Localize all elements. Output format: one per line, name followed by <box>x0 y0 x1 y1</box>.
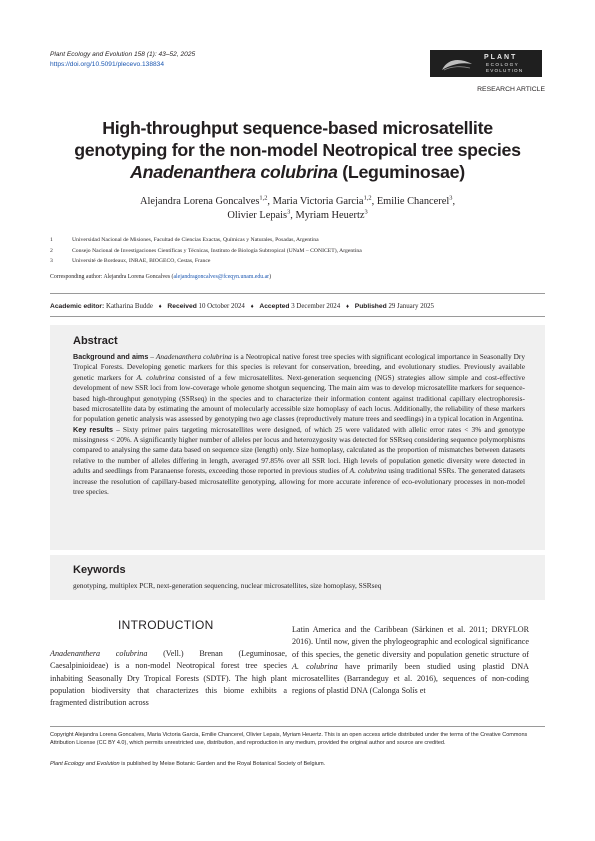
author-name: Olivier Lepais <box>227 209 288 221</box>
editor-name: Katharina Budde <box>106 303 153 310</box>
author-name: Emilie Chancerel <box>376 196 450 207</box>
intro-column-right: Latin America and the Caribbean (Särkinen et al. 2011; DRYFLOR 2016). Until now, given the phylogeographic and ecological significance of this species, the genetic diversity and population genetic structure of A. colubrina have primarily been studied using plastid DNA microsatellites (Barrandeguy et al. 2016), sequences of non-coding regions of plastid DNA (Calonga Solís et <box>292 625 529 696</box>
affiliation-item: 1 Universidad Nacional de Misiones, Facultad de Ciencias Exactas, Químicas y Naturales, Posadas, Argentina <box>50 237 319 243</box>
separator-diamond: ♦ <box>250 304 254 310</box>
email-link[interactable]: alejandragoncalves@fceqyn.unam.edu.ar <box>173 274 270 280</box>
author-name: Alejandra Lorena Goncalves <box>139 196 260 207</box>
author-affiliation: 1,2 <box>363 194 372 202</box>
abstract-heading: Abstract <box>73 335 118 347</box>
abstract-background: Background and aims – Anadenanthera colubrina is a Neotropical native forest tree species with significant ecological importance in Seasonally Dry Tropical Forests. Developing genetic markers for this species is relevant for conservation, breeding, and evolutionary studies. Previously available genetic markers for A. colubrina consisted of a few microsatellites. Next-generation sequencing (NGS) strategies allow simple and cost-effective development of new SSR loci from low-coverage whole genome shotgun sequencing. The main aim was to develop microsatellite markers for sequence-based high-throughput genotyping (SSRseq) in the species and to characterize their information content against traditional capillary electrophoresis-based microsatellite data by estimating the amount of molecularly accessible size homoplasy of each locus. Additionally, the reliability of these markers for population genetic analysis was assessed by genotyping two age classes (reproductively mature trees and seedlings) in a typical location in Argentina. <box>73 352 526 424</box>
journal-logo <box>430 50 542 77</box>
publisher-notice: Plant Ecology and Evolution is published by Meise Botanic Garden and the Royal Botanical Society of Belgium. <box>50 761 326 767</box>
author-affiliation: 1,2 <box>259 194 268 202</box>
author-affiliation: 3 <box>449 194 453 202</box>
accepted-date: 3 December 2024 <box>291 303 341 310</box>
affiliation-list <box>50 235 362 267</box>
doi-link[interactable]: https://doi.org/10.5091/plecevo.138834 <box>50 60 165 68</box>
intro-column-left: Anadenanthera colubrina (Vell.) Brenan (Leguminosae, Caesalpinioideae) is a non-model Neotropical forest tree species inhabiting Seasonally Dry Tropical Forests (SDTF). The high plant population biodiversity that characterizes this biome exhibits a fragmented distribution across <box>50 649 287 708</box>
keywords-heading: Keywords <box>73 564 126 576</box>
abstract-key-results: Key results – Sixty primer pairs targeting microsatellites were designed, of which 25 were validated with allelic error rates < 3% and genotype missingness < 20%. A significantly higher number of alleles per locus and heterozygosity was detected for SSRseq considering sequence polymorphisms compared to analysing the same data based on sequence size (length) only. Size homoplasy, calculated as the proportion of mismatches between datasets relative to the number of alleles differing in length, averaged 97.85% over all SSR loci. High levels of population genetic diversity were detected in adults and seedlings from Paranaense forests, exceeding those reported in previous studies of A. colubrina using traditional SSRs. The generated datasets increase the resolution of capillary-based microsatellite genotyping, allowing for more accurate inference of eco-evolutionary processes in non-model tree species. <box>73 424 525 496</box>
logo-text-plant: PLANT <box>484 54 518 61</box>
journal-header <box>50 50 195 69</box>
author-affiliation: 3 <box>364 208 368 216</box>
logo-text-evolution: EVOLUTION <box>486 68 524 73</box>
editorial-dates <box>50 303 434 310</box>
editor-label: Academic editor: <box>50 303 105 310</box>
author-list <box>60 195 535 222</box>
author-line-1: Alejandra Lorena Goncalves$^{1,2}$, Maria Victoria Garcia$^{1,2}$, Emilie Chancerel$^3$, <box>139 194 456 207</box>
abstract-body <box>73 352 525 497</box>
author-name: Maria Victoria Garcia <box>272 196 364 207</box>
divider-bottom <box>50 316 545 317</box>
affiliation-item: 3 Université de Bordeaux, INRAE, BIOGECO, Cestas, France <box>50 258 211 264</box>
title-species: Anadenanthera colubrina <box>130 162 338 182</box>
logo-text-ecology: ECOLOGY <box>486 62 520 67</box>
divider-top <box>50 293 545 294</box>
keywords-box <box>50 555 545 600</box>
logo-leaf-icon <box>440 56 474 72</box>
journal-citation: Plant Ecology and Evolution 158 (1): 43–52, 2025 <box>50 51 196 58</box>
article-title <box>55 117 540 183</box>
title-line-1: High-throughput sequence-based microsatellite <box>102 118 493 138</box>
keywords-text: genotyping, multiplex PCR, next-generation sequencing, nuclear microsatellites, size homoplasy, SSRseq <box>73 581 382 590</box>
accepted-label: Accepted <box>259 303 290 310</box>
author-affiliation: 3 <box>287 208 291 216</box>
footer-divider <box>50 726 545 727</box>
title-line-3 <box>55 161 540 183</box>
introduction-heading: INTRODUCTION <box>118 618 214 632</box>
article-type: RESEARCH ARTICLE <box>477 86 545 93</box>
author-name: Myriam Heuertz <box>295 209 365 221</box>
affiliation-item: 2 Consejo Nacional de Investigaciones Científicas y Técnicas, Instituto de Biología Subtropical (UNaM – CONICET), Argentina <box>50 247 362 254</box>
title-family: (Leguminosae) <box>337 162 465 182</box>
published-label: Published <box>354 303 387 310</box>
published-date: 29 January 2025 <box>388 303 434 310</box>
corresponding-author: Corresponding author: Alejandra Lorena Goncalves (alejandragoncalves@fceqyn.unam.edu.ar) <box>50 274 272 280</box>
received-label: Received <box>167 303 197 310</box>
received-date: 10 October 2024 <box>198 303 245 310</box>
separator-diamond: ♦ <box>345 304 349 310</box>
copyright-notice: Copyright Alejandra Lorena Goncalves, Maria Victoria Garcia, Emilie Chancerel, Olivier Lepais, Myriam Heuertz. This is an open access article distributed under the terms of the Creative Commons Attribution License (CC BY 4.0), which permits unrestricted use, distribution, and reproduction in any medium, provided the original author and source are credited. <box>50 732 528 747</box>
author-line-2: Olivier Lepais$^3$, Myriam Heuertz$^3$ <box>227 208 368 221</box>
separator-diamond: ♦ <box>158 304 162 310</box>
title-line-2: genotyping for the non-model Neotropical tree species <box>74 140 521 160</box>
